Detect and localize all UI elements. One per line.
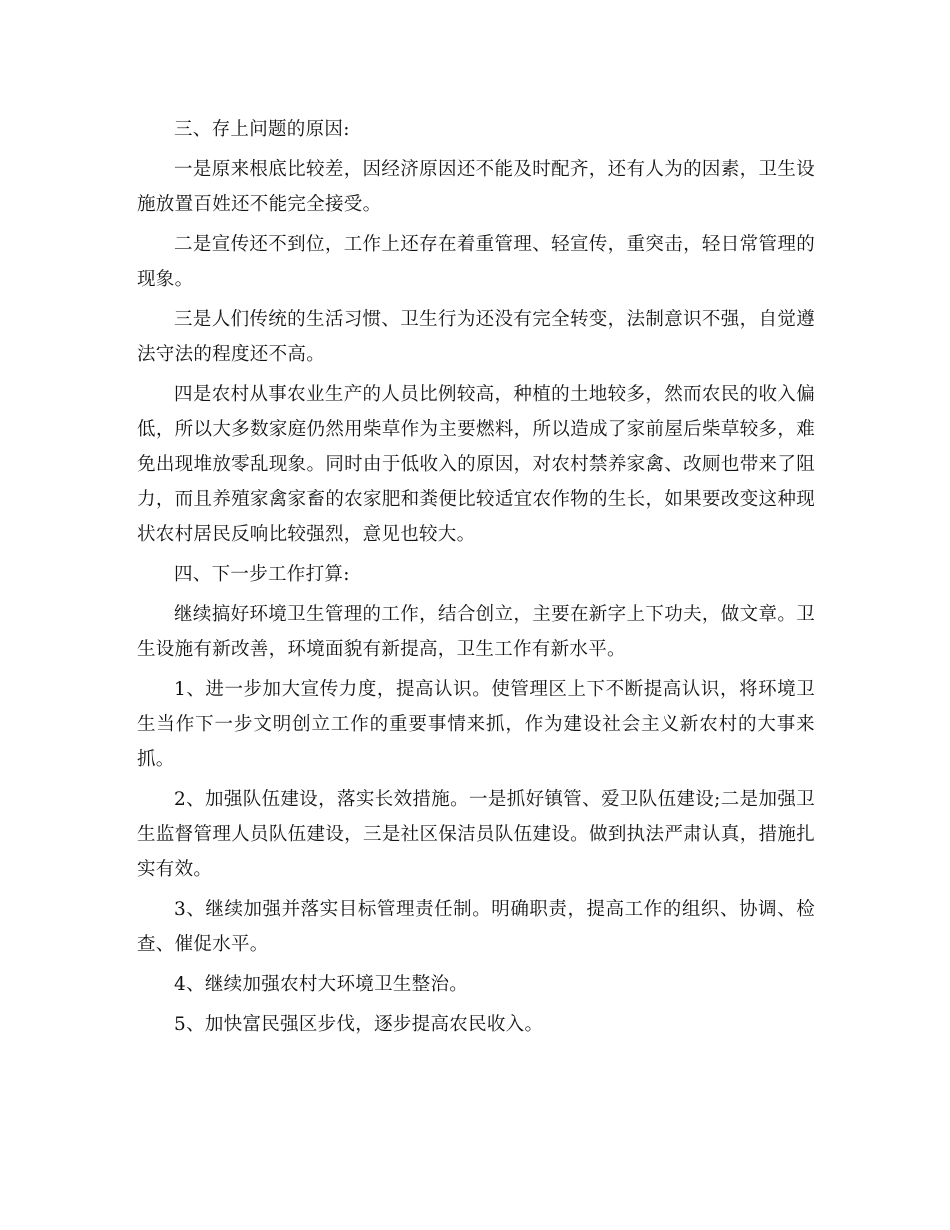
heading-causes: 三、存上问题的原因: [174,119,350,140]
paragraph-cause-3: 三是人们传统的生活习惯、卫生行为还没有完全转变，法制意识不强，自觉遵法守法的程度还不高。 [137,309,815,365]
paragraph-cause-4: 四是农村从事农业生产的人员比例较高，种植的土地较多，然而农民的收入偏低，所以大多数家庭仍然用柴草作为主要燃料，所以造成了家前屋后柴草较多，难免出现堆放零乱现象。同时由于低收入的原因，对农村禁养家禽、改厕也带来了阻力，而且养殖家禽家畜的农家肥和粪便比较适宜农作物的生长，如果要改变这种现状农村居民反响比较强烈，意见也较大。 [137,384,815,545]
paragraph-cause-1: 一是原来根底比较差，因经济原因还不能及时配齐，还有人为的因素，卫生设施放置百姓还不能完全接受。 [137,159,815,215]
paragraph-step-1: 1、进一步加大宣传力度，提高认识。使管理区上下不断提高认识，将环境卫生当作下一步文明创立工作的重要事情来抓，作为建设社会主义新农村的大事来抓。 [137,679,815,770]
paragraph-step-5: 5、加快富民强区步伐，逐步提高农民收入。 [174,1014,544,1035]
document-body [137,112,815,1047]
paragraph-step-3: 3、继续加强并落实目标管理责任制。明确职责，提高工作的组织、协调、检查、催促水平。 [137,899,815,955]
paragraph-step-2: 2、加强队伍建设，落实长效措施。一是抓好镇管、爱卫队伍建设;二是加强卫生监督管理人员队伍建设，三是社区保洁员队伍建设。做到执法严肃认真，措施扎实有效。 [137,789,815,880]
paragraph-next-steps-intro: 继续搞好环境卫生管理的工作，结合创立，主要在新字上下功夫，做文章。卫生设施有新改善，环境面貌有新提高，卫生工作有新水平。 [137,604,815,660]
paragraph-step-4: 4、继续加强农村大环境卫生整治。 [174,974,469,995]
heading-next-steps: 四、下一步工作打算: [174,564,350,585]
paragraph-cause-2: 二是宣传还不到位，工作上还存在着重管理、轻宣传，重突击，轻日常管理的现象。 [137,234,815,290]
